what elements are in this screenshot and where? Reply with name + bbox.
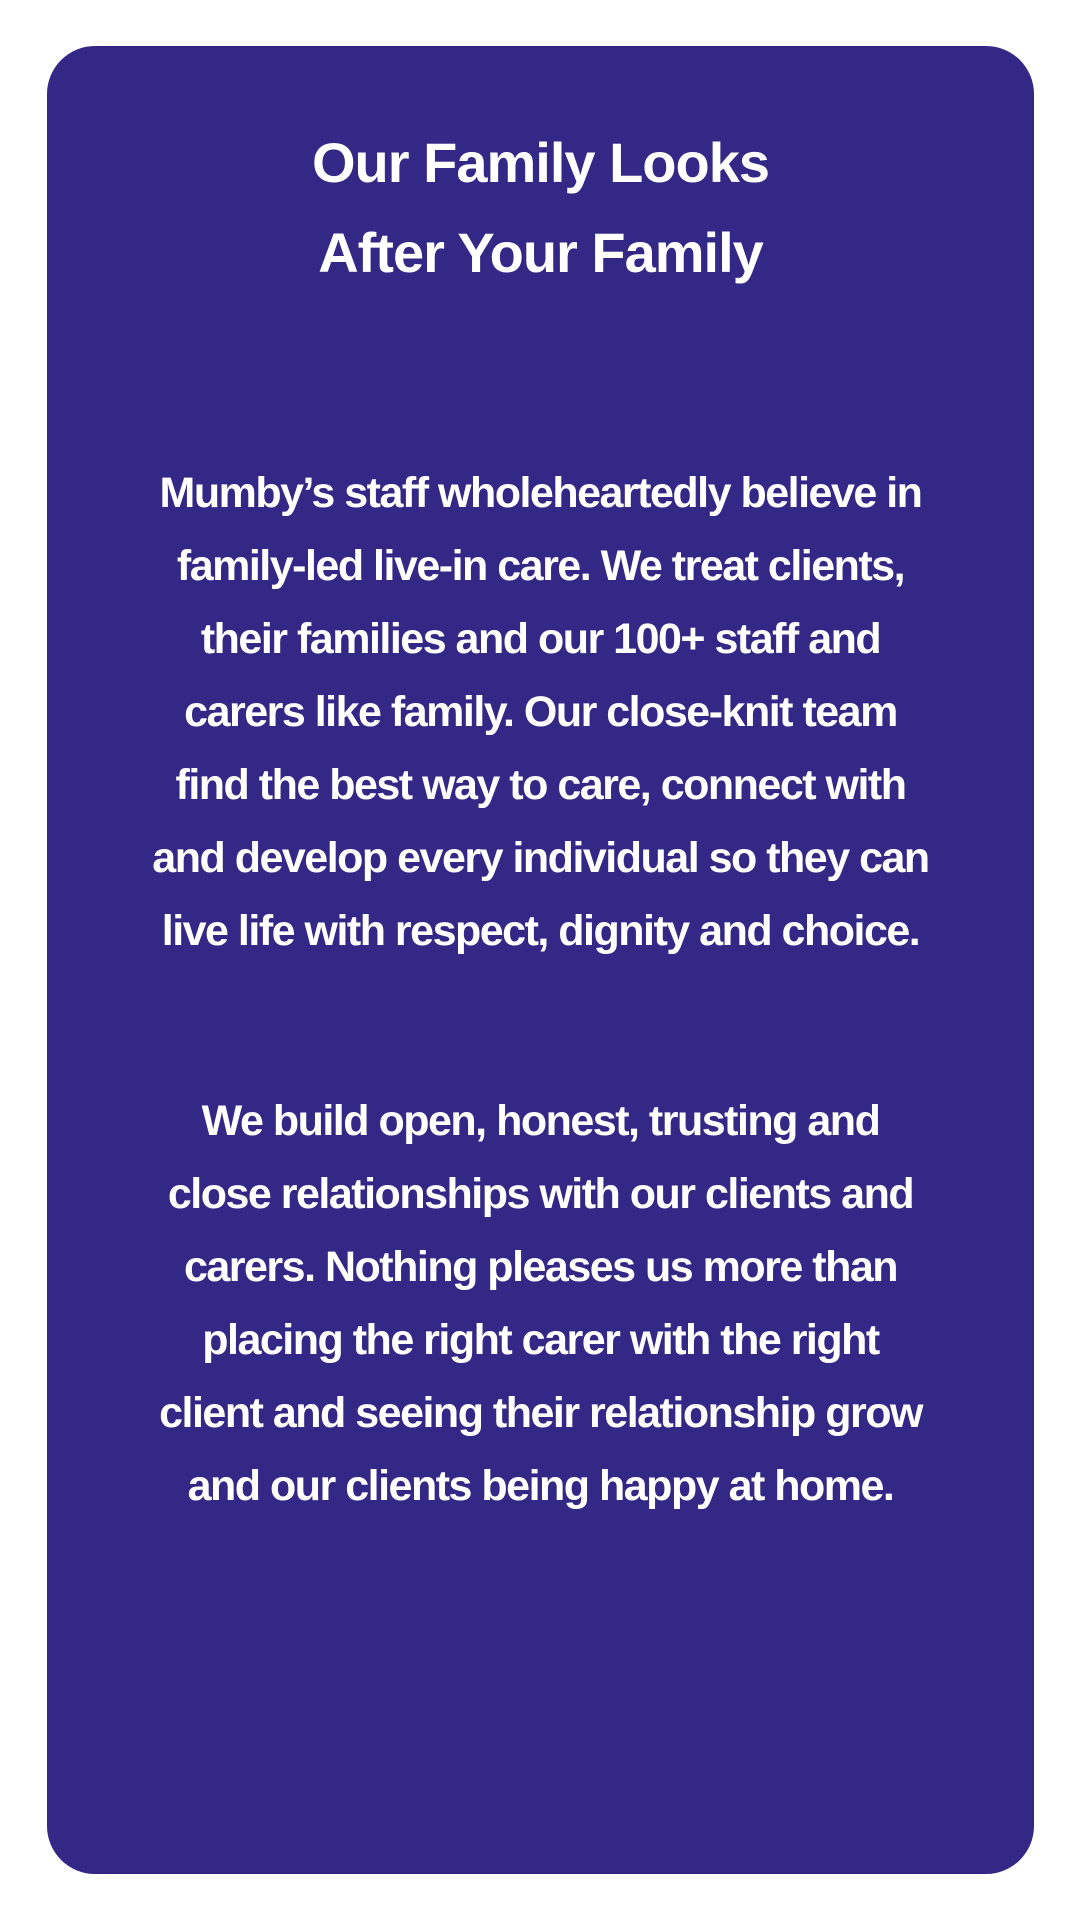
heading-line: Our Family Looks — [312, 131, 769, 194]
paragraph-line: their families and our 100+ staff and — [200, 615, 881, 663]
paragraph-line: live life with respect, dignity and choice. — [161, 907, 920, 955]
paragraph-line: and our clients being happy at home. — [187, 1462, 894, 1510]
heading-line: After Your Family — [318, 221, 763, 284]
section-heading — [47, 118, 1034, 298]
paragraph-line: client and seeing their relationship grow — [159, 1389, 922, 1437]
paragraph-line: and develop every individual so they can — [152, 834, 929, 882]
paragraph-line: We build open, honest, trusting and — [201, 1097, 880, 1145]
paragraph-line: find the best way to care, connect with — [175, 761, 906, 809]
paragraph-line: carers like family. Our close-knit team — [184, 688, 897, 736]
paragraph-line: placing the right carer with the right — [202, 1316, 879, 1364]
paragraph-line: Mumby’s staff wholeheartedly believe in — [159, 469, 922, 517]
paragraph-line: close relationships with our clients and — [167, 1170, 914, 1218]
paragraph-line: family-led live-in care. We treat clients, — [176, 542, 905, 590]
intro-paragraph — [87, 457, 994, 968]
content-card — [47, 46, 1034, 1874]
paragraph-line: carers. Nothing pleases us more than — [183, 1243, 898, 1291]
relationships-paragraph — [87, 1085, 994, 1523]
